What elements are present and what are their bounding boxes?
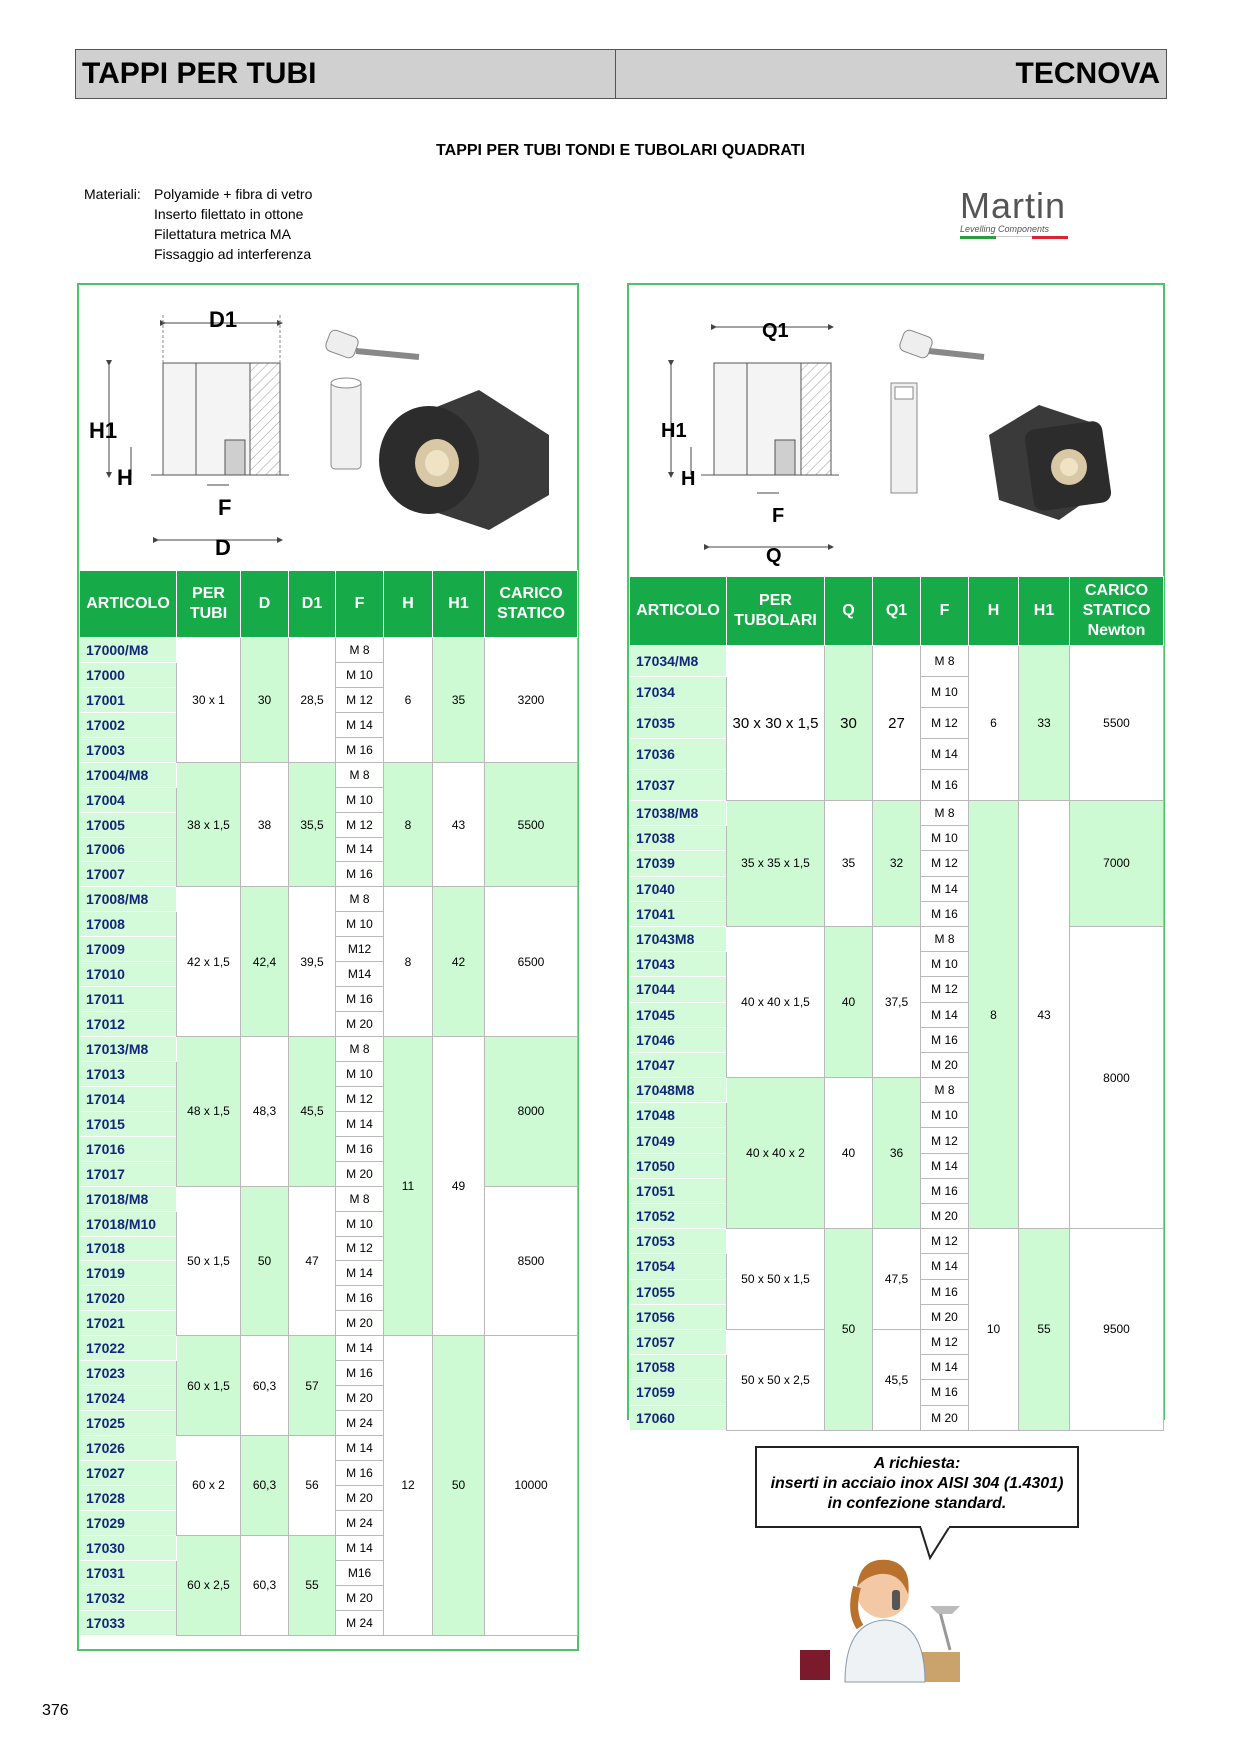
page-header [75, 49, 1167, 99]
thread-f: M 8 [336, 1037, 384, 1062]
thread-f: M 14 [921, 1254, 969, 1279]
tube-size: 40 x 40 x 2 [727, 1078, 825, 1229]
insert-illustration [331, 378, 361, 469]
article-code: 17019 [80, 1261, 177, 1286]
round-cap-drawing [79, 285, 577, 570]
height-h1: 33 [1019, 646, 1070, 801]
square-caps-table [629, 576, 1164, 1431]
thread-f: M 12 [336, 1236, 384, 1261]
article-code: 17040 [630, 876, 727, 901]
article-code: 17048M8 [630, 1078, 727, 1103]
height-h: 10 [969, 1229, 1019, 1431]
static-load: 8000 [1070, 926, 1164, 1228]
article-code: 17009 [80, 937, 177, 962]
article-code: 17008 [80, 912, 177, 937]
article-code: 17020 [80, 1286, 177, 1311]
thread-f: M 20 [336, 1485, 384, 1510]
height-h: 8 [384, 762, 433, 887]
square-cap-photo [989, 405, 1112, 520]
article-code: 17030 [80, 1535, 177, 1560]
article-code: 17060 [630, 1405, 727, 1430]
thread-f: M 10 [921, 677, 969, 708]
speech-callout [755, 1446, 1079, 1528]
height-h1: 43 [1019, 801, 1070, 1229]
article-code: 17000 [80, 662, 177, 687]
height-h1: 35 [433, 638, 485, 763]
article-code: 17000/M8 [80, 638, 177, 663]
side-q: 40 [825, 1078, 873, 1229]
article-code: 17033 [80, 1610, 177, 1635]
tube-size: 40 x 40 x 1,5 [727, 926, 825, 1077]
dim-label-q1: Q1 [762, 320, 789, 342]
article-code: 17004 [80, 787, 177, 812]
article-code: 17026 [80, 1436, 177, 1461]
dim-label-q: Q [766, 545, 782, 567]
thread-f: M 10 [336, 1061, 384, 1086]
thread-f: M 12 [921, 708, 969, 739]
square-insert-illustration [891, 383, 917, 493]
article-code: 17008/M8 [80, 887, 177, 912]
thread-f: M 10 [921, 1103, 969, 1128]
article-code: 17018/M10 [80, 1211, 177, 1236]
screw-illustration [324, 329, 419, 360]
dim-label-h: H [681, 468, 696, 490]
article-code: 17017 [80, 1161, 177, 1186]
thread-f: M 10 [921, 952, 969, 977]
col-header-carico-statico: CARICO STATICO [485, 571, 578, 638]
article-code: 17034/M8 [630, 646, 727, 677]
height-h1: 49 [433, 1037, 485, 1336]
side-q1: 47,5 [873, 1229, 921, 1330]
tube-size: 30 x 30 x 1,5 [727, 646, 825, 801]
tube-size: 60 x 2 [177, 1436, 241, 1536]
article-code: 17013/M8 [80, 1037, 177, 1062]
dim-label-h: H [117, 465, 133, 490]
article-code: 17022 [80, 1336, 177, 1361]
thread-f: M 10 [336, 787, 384, 812]
diameter-d: 50 [241, 1186, 289, 1336]
article-code: 17034 [630, 677, 727, 708]
article-code: 17023 [80, 1361, 177, 1386]
article-code: 17031 [80, 1560, 177, 1585]
tube-size: 30 x 1 [177, 638, 241, 763]
round-caps-table [79, 570, 578, 1636]
thread-f: M 14 [336, 837, 384, 862]
thread-f: M 8 [336, 638, 384, 663]
thread-f: M 10 [336, 1211, 384, 1236]
dim-label-h1: H1 [89, 418, 118, 443]
table-row [630, 1229, 1164, 1254]
diameter-d1: 47 [289, 1186, 336, 1336]
thread-f: M 12 [921, 977, 969, 1002]
article-code: 17016 [80, 1136, 177, 1161]
col-header-per-tubolari: PER TUBOLARI [727, 577, 825, 646]
col-header-q: Q [825, 577, 873, 646]
col-header-articolo: ARTICOLO [80, 571, 177, 638]
diameter-d1: 57 [289, 1336, 336, 1436]
thread-f: M 8 [336, 887, 384, 912]
side-q: 30 [825, 646, 873, 801]
thread-f: M 16 [336, 1136, 384, 1161]
article-code: 17002 [80, 712, 177, 737]
static-load: 5500 [485, 762, 578, 887]
col-header-articolo: ARTICOLO [630, 577, 727, 646]
height-h: 6 [969, 646, 1019, 801]
table-row [630, 646, 1164, 677]
thread-f: M 14 [336, 1111, 384, 1136]
callout-line-1: A richiesta: [873, 1455, 961, 1472]
article-code: 17055 [630, 1279, 727, 1304]
brand-name: TECNOVA [1015, 57, 1160, 90]
article-code: 17015 [80, 1111, 177, 1136]
square-cap-drawing [629, 285, 1163, 576]
thread-f: M 8 [921, 1078, 969, 1103]
thread-f: M 12 [336, 812, 384, 837]
col-header-h1: H1 [1019, 577, 1070, 646]
screw-illustration [898, 329, 984, 360]
thread-f: M 20 [921, 1405, 969, 1430]
thread-f: M 16 [336, 987, 384, 1012]
article-code: 17049 [630, 1128, 727, 1153]
thread-f: M 20 [921, 1052, 969, 1077]
article-code: 17001 [80, 687, 177, 712]
side-q1: 32 [873, 801, 921, 927]
thread-f: M 20 [336, 1386, 384, 1411]
tube-size: 35 x 35 x 1,5 [727, 801, 825, 927]
table-row [630, 926, 1164, 951]
martin-logo [960, 185, 1090, 250]
side-q1: 27 [873, 646, 921, 801]
thread-f: M 16 [921, 1178, 969, 1203]
material-line: Fissaggio ad interferenza [154, 246, 312, 262]
article-code: 17024 [80, 1386, 177, 1411]
material-line: Filettatura metrica MA [154, 226, 291, 242]
table-row [80, 638, 578, 663]
round-cap-photo [379, 390, 549, 530]
col-header-d1: D1 [289, 571, 336, 638]
thread-f: M 24 [336, 1510, 384, 1535]
dim-label-d: D [215, 535, 231, 560]
static-load: 3200 [485, 638, 578, 763]
side-q: 40 [825, 926, 873, 1077]
logo-name: Martin [960, 185, 1067, 226]
dim-label-f: F [772, 505, 785, 527]
thread-f: M 10 [921, 826, 969, 851]
article-code: 17059 [630, 1380, 727, 1405]
article-code: 17038 [630, 826, 727, 851]
article-code: 17035 [630, 708, 727, 739]
tube-size: 50 x 50 x 1,5 [727, 1229, 825, 1330]
thread-f: M 20 [336, 1585, 384, 1610]
article-code: 17038/M8 [630, 801, 727, 826]
article-code: 17045 [630, 1002, 727, 1027]
static-load: 7000 [1070, 801, 1164, 927]
article-code: 17012 [80, 1012, 177, 1037]
article-code: 17044 [630, 977, 727, 1002]
col-header-carico-statico: CARICO STATICO Newton [1070, 577, 1164, 646]
italian-flag-stripe [960, 236, 1068, 239]
thread-f: M 14 [921, 1355, 969, 1380]
article-code: 17014 [80, 1086, 177, 1111]
thread-f: M 8 [921, 646, 969, 677]
thread-f: M 14 [921, 876, 969, 901]
page-title: TAPPI PER TUBI [76, 50, 616, 98]
article-code: 17003 [80, 737, 177, 762]
article-code: 17007 [80, 862, 177, 887]
height-h: 8 [969, 801, 1019, 1229]
article-code: 17028 [80, 1485, 177, 1510]
thread-f: M 14 [921, 1002, 969, 1027]
col-header-h: H [969, 577, 1019, 646]
article-code: 17051 [630, 1178, 727, 1203]
table-row [80, 1336, 578, 1361]
thread-f: M 14 [336, 712, 384, 737]
thread-f: M 12 [921, 1128, 969, 1153]
table-row [80, 1037, 578, 1062]
height-h: 12 [384, 1336, 433, 1635]
diameter-d: 60,3 [241, 1436, 289, 1536]
callout-line-3: in confezione standard. [827, 1495, 1007, 1512]
col-header-f: F [336, 571, 384, 638]
thread-f: M 16 [921, 1279, 969, 1304]
static-load: 8500 [485, 1186, 578, 1336]
material-line: Polyamide + fibra di vetro [154, 186, 313, 202]
article-code: 17010 [80, 962, 177, 987]
thread-f: M 8 [921, 926, 969, 951]
article-code: 17018 [80, 1236, 177, 1261]
thread-f: M 16 [921, 901, 969, 926]
side-q: 50 [825, 1229, 873, 1431]
thread-f: M 16 [921, 770, 969, 801]
logo-tagline: Levelling Components [960, 224, 1050, 234]
section-subtitle: TAPPI PER TUBI TONDI E TUBOLARI QUADRATI [436, 142, 805, 159]
col-header-h: H [384, 571, 433, 638]
tube-size: 60 x 1,5 [177, 1336, 241, 1436]
article-code: 17039 [630, 851, 727, 876]
height-h1: 55 [1019, 1229, 1070, 1431]
article-code: 17029 [80, 1510, 177, 1535]
thread-f: M 24 [336, 1610, 384, 1635]
thread-f: M 16 [336, 1460, 384, 1485]
article-code: 17047 [630, 1052, 727, 1077]
article-code: 17043M8 [630, 926, 727, 951]
article-code: 17013 [80, 1061, 177, 1086]
materials-list [84, 184, 312, 264]
materials-label: Materiali: [84, 186, 141, 202]
diameter-d1: 28,5 [289, 638, 336, 763]
table-row [80, 762, 578, 787]
thread-f: M16 [336, 1560, 384, 1585]
height-h1: 50 [433, 1336, 485, 1635]
article-code: 17018/M8 [80, 1186, 177, 1211]
diameter-d1: 45,5 [289, 1037, 336, 1187]
article-code: 17052 [630, 1204, 727, 1229]
height-h: 8 [384, 887, 433, 1037]
diameter-d1: 35,5 [289, 762, 336, 887]
static-load: 9500 [1070, 1229, 1164, 1431]
thread-f: M12 [336, 937, 384, 962]
height-h: 6 [384, 638, 433, 763]
tube-size: 50 x 1,5 [177, 1186, 241, 1336]
square-caps-panel [627, 283, 1165, 1426]
thread-f: M 20 [336, 1012, 384, 1037]
dim-label-d1: D1 [209, 307, 238, 332]
article-code: 17046 [630, 1027, 727, 1052]
thread-f: M 14 [336, 1535, 384, 1560]
thread-f: M 16 [921, 1027, 969, 1052]
col-header-h1: H1 [433, 571, 485, 638]
height-h1: 42 [433, 887, 485, 1037]
article-code: 17037 [630, 770, 727, 801]
side-q: 35 [825, 801, 873, 927]
thread-f: M14 [336, 962, 384, 987]
thread-f: M 24 [336, 1411, 384, 1436]
table-row [630, 801, 1164, 826]
static-load: 6500 [485, 887, 578, 1037]
diameter-d: 30 [241, 638, 289, 763]
diameter-d1: 39,5 [289, 887, 336, 1037]
tube-size: 48 x 1,5 [177, 1037, 241, 1187]
diameter-d1: 55 [289, 1535, 336, 1635]
thread-f: M 10 [336, 912, 384, 937]
thread-f: M 20 [336, 1311, 384, 1336]
thread-f: M 8 [921, 801, 969, 826]
static-load: 10000 [485, 1336, 578, 1635]
article-code: 17006 [80, 837, 177, 862]
table-row [80, 887, 578, 912]
round-caps-panel [77, 283, 579, 1651]
diameter-d: 48,3 [241, 1037, 289, 1187]
thread-f: M 14 [336, 1336, 384, 1361]
thread-f: M 8 [336, 762, 384, 787]
side-q1: 45,5 [873, 1329, 921, 1430]
diameter-d: 60,3 [241, 1336, 289, 1436]
article-code: 17043 [630, 952, 727, 977]
side-q1: 36 [873, 1078, 921, 1229]
article-code: 17036 [630, 739, 727, 770]
thread-f: M 20 [336, 1161, 384, 1186]
article-code: 17032 [80, 1585, 177, 1610]
thread-f: M 12 [921, 851, 969, 876]
article-code: 17005 [80, 812, 177, 837]
table-row [80, 1186, 578, 1211]
tube-size: 42 x 1,5 [177, 887, 241, 1037]
article-code: 17025 [80, 1411, 177, 1436]
thread-f: M 14 [921, 739, 969, 770]
article-code: 17054 [630, 1254, 727, 1279]
dim-label-h1: H1 [661, 420, 687, 442]
col-header-per-tubi: PER TUBI [177, 571, 241, 638]
tube-size: 38 x 1,5 [177, 762, 241, 887]
dim-label-f: F [218, 495, 232, 520]
article-code: 17056 [630, 1304, 727, 1329]
thread-f: M 16 [921, 1380, 969, 1405]
static-load: 8000 [485, 1037, 578, 1187]
article-code: 17048 [630, 1103, 727, 1128]
thread-f: M 14 [336, 1436, 384, 1461]
article-code: 17027 [80, 1460, 177, 1485]
thread-f: M 16 [336, 862, 384, 887]
diameter-d: 60,3 [241, 1535, 289, 1635]
side-q1: 37,5 [873, 926, 921, 1077]
height-h: 11 [384, 1037, 433, 1336]
thread-f: M 16 [336, 737, 384, 762]
material-line: Inserto filettato in ottone [154, 206, 304, 222]
article-code: 17011 [80, 987, 177, 1012]
thread-f: M 12 [921, 1329, 969, 1354]
article-code: 17058 [630, 1355, 727, 1380]
article-code: 17041 [630, 901, 727, 926]
article-code: 17021 [80, 1311, 177, 1336]
callout-line-2: inserti in acciaio inox AISI 304 (1.4301) [770, 1475, 1064, 1492]
thread-f: M 14 [921, 1153, 969, 1178]
article-code: 17053 [630, 1229, 727, 1254]
thread-f: M 12 [336, 1086, 384, 1111]
thread-f: M 10 [336, 662, 384, 687]
thread-f: M 14 [336, 1261, 384, 1286]
diameter-d: 38 [241, 762, 289, 887]
diameter-d: 42,4 [241, 887, 289, 1037]
tube-size: 60 x 2,5 [177, 1535, 241, 1635]
page-number: 376 [42, 1702, 69, 1719]
article-code: 17057 [630, 1329, 727, 1354]
tube-size: 50 x 50 x 2,5 [727, 1329, 825, 1430]
thread-f: M 8 [336, 1186, 384, 1211]
thread-f: M 20 [921, 1304, 969, 1329]
static-load: 5500 [1070, 646, 1164, 801]
thread-f: M 16 [336, 1286, 384, 1311]
thread-f: M 12 [921, 1229, 969, 1254]
col-header-f: F [921, 577, 969, 646]
article-code: 17050 [630, 1153, 727, 1178]
article-code: 17004/M8 [80, 762, 177, 787]
col-header-q1: Q1 [873, 577, 921, 646]
diameter-d1: 56 [289, 1436, 336, 1536]
col-header-d: D [241, 571, 289, 638]
thread-f: M 16 [336, 1361, 384, 1386]
thread-f: M 12 [336, 687, 384, 712]
height-h1: 43 [433, 762, 485, 887]
thread-f: M 20 [921, 1204, 969, 1229]
operator-illustration [800, 1542, 970, 1687]
